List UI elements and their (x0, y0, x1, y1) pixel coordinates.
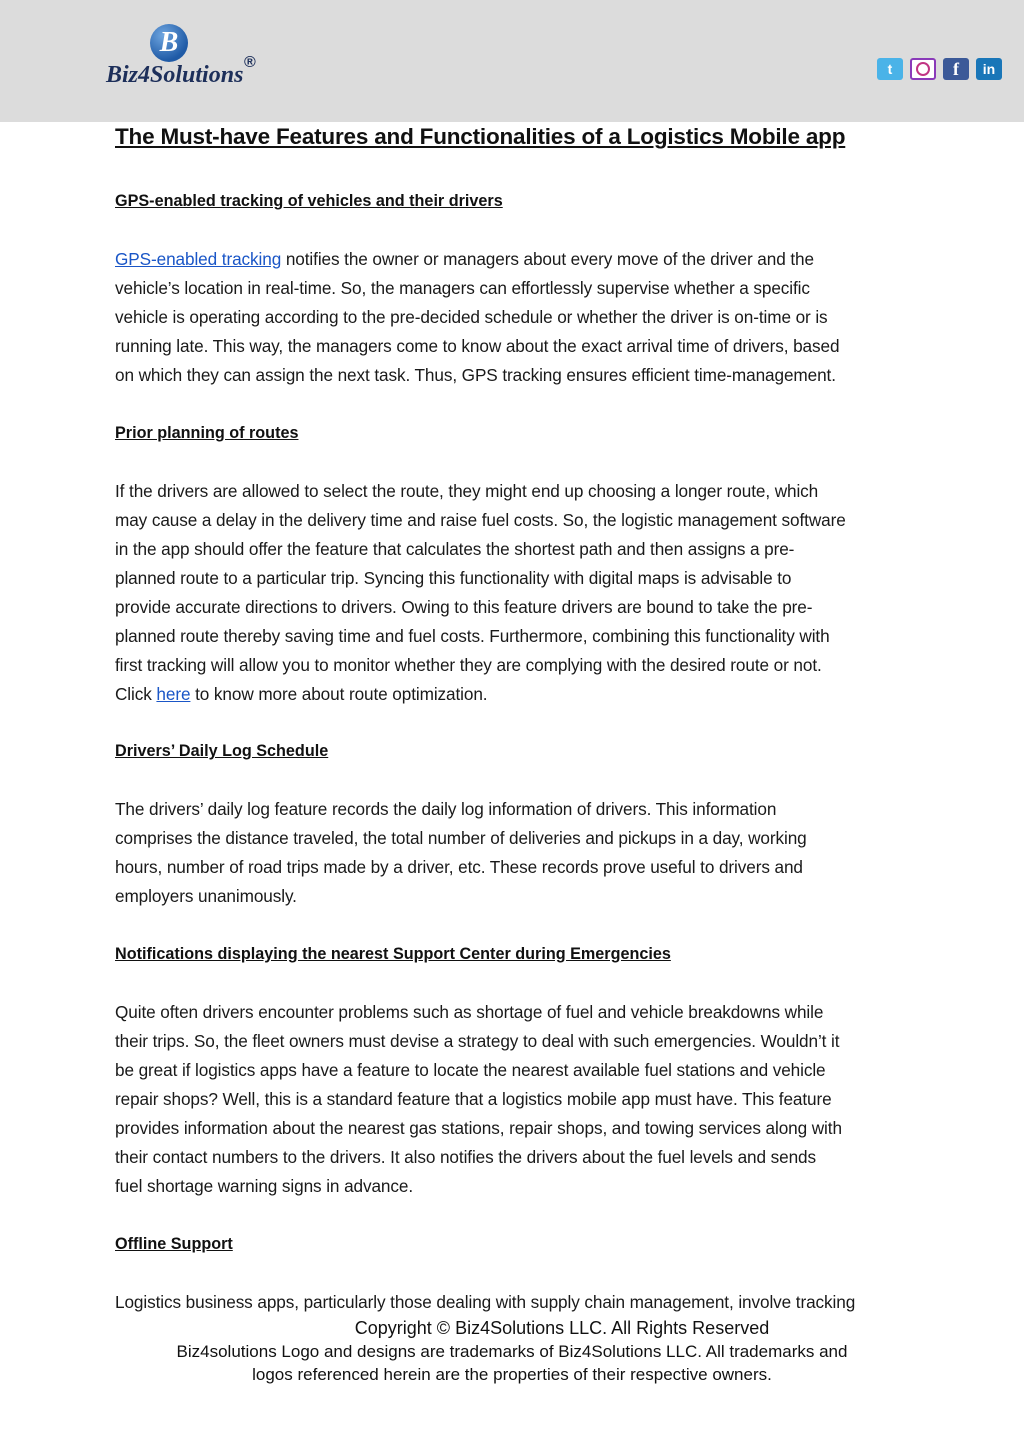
paragraph-line: running late. This way, the managers come to know about the exact arrival time of drivers, based (115, 336, 840, 356)
paragraph-line (115, 245, 945, 274)
paragraph-line: planned route thereby saving time and fuel costs. Furthermore, combining this functionality with (115, 626, 830, 646)
section-heading-notifications: Notifications displaying the nearest Support Center during Emergencies (115, 945, 671, 963)
trademark-line-2: logos referenced herein are the properties of their respective owners. (252, 1365, 772, 1384)
paragraph-line: vehicle is operating according to the pre-decided schedule or whether the driver is on-time or is (115, 307, 828, 327)
paragraph-line: Quite often drivers encounter problems such as shortage of fuel and vehicle breakdowns while (115, 1002, 824, 1022)
paragraph-line: provide accurate directions to drivers. Owing to this feature drivers are bound to take the pre- (115, 597, 813, 617)
instagram-icon[interactable] (910, 58, 936, 80)
paragraph-line: be great if logistics apps have a feature to locate the nearest available fuel stations and vehicle (115, 1060, 826, 1080)
paragraph-line: Logistics business apps, particularly those dealing with supply chain management, involve tracking (115, 1292, 856, 1312)
paragraph-line: provides information about the nearest gas stations, repair shops, and towing services along with (115, 1118, 842, 1138)
paragraph-line: their contact numbers to the drivers. It also notifies the drivers about the fuel levels and sends (115, 1147, 816, 1167)
registered-mark: ® (244, 54, 256, 71)
page-title: The Must-have Features and Functionalities of a Logistics Mobile app (115, 124, 846, 149)
route-optimization-link[interactable]: here (156, 684, 191, 704)
gps-tracking-link[interactable]: GPS-enabled tracking (115, 249, 282, 269)
paragraph-line (115, 680, 945, 709)
copyright-line: Copyright © Biz4Solutions LLC. All Rights Reserved (354, 1318, 770, 1338)
paragraph-line: fuel shortage warning signs in advance. (115, 1176, 414, 1196)
paragraph-line: comprises the distance traveled, the total number of deliveries and pickups in a day, working (115, 828, 807, 848)
biz4solutions-logo[interactable] (104, 22, 264, 94)
paragraph-line: in the app should offer the feature that calculates the shortest path and then assigns a pre- (115, 539, 795, 559)
section-heading-daily-log: Drivers’ Daily Log Schedule (115, 742, 329, 760)
paragraph-text: Click (115, 684, 157, 704)
paragraph-line: employers unanimously. (115, 886, 297, 906)
paragraph-text: to know more about route optimization. (190, 684, 488, 704)
instagram-lens-icon (916, 62, 930, 76)
logo-mark: B (150, 24, 188, 62)
social-links (877, 58, 1002, 80)
paragraph-line: first tracking will allow you to monitor whether they are complying with the desired route or not. (115, 655, 822, 675)
paragraph-line: their trips. So, the fleet owners must devise a strategy to deal with such emergencies. Wouldn’t it (115, 1031, 840, 1051)
section-heading-routes: Prior planning of routes (115, 424, 299, 442)
logo-text: Biz4Solutions (106, 62, 244, 88)
linkedin-icon[interactable]: in (976, 58, 1002, 80)
paragraph-line: planned route to a particular trip. Syncing this functionality with digital maps is advisable to (115, 568, 792, 588)
section-body-daily-log (115, 795, 945, 911)
paragraph-line: on which they can assign the next task. Thus, GPS tracking ensures efficient time-management. (115, 365, 836, 385)
section-body-routes (115, 477, 945, 709)
paragraph-line: The drivers’ daily log feature records the daily log information of drivers. This information (115, 799, 777, 819)
paragraph-line: vehicle’s location in real-time. So, the managers can effortlessly supervise whether a specific (115, 278, 810, 298)
twitter-icon[interactable]: t (877, 58, 903, 80)
paragraph-line: may cause a delay in the delivery time and raise fuel costs. So, the logistic management software (115, 510, 846, 530)
paragraph-text: notifies the owner or managers about every move of the driver and the (281, 249, 814, 269)
section-heading-gps: GPS-enabled tracking of vehicles and their drivers (115, 192, 503, 210)
page-header (0, 0, 1024, 122)
paragraph-line: repair shops? Well, this is a standard feature that a logistics mobile app must have. This feature (115, 1089, 832, 1109)
section-heading-offline: Offline Support (115, 1235, 233, 1253)
section-body-notifications (115, 998, 945, 1201)
section-body-offline (115, 1288, 945, 1317)
section-body-gps (115, 245, 945, 390)
paragraph-line: hours, number of road trips made by a driver, etc. These records prove useful to drivers and (115, 857, 803, 877)
paragraph-line: If the drivers are allowed to select the route, they might end up choosing a longer route, which (115, 481, 819, 501)
trademark-line: Biz4solutions Logo and designs are trademarks of Biz4Solutions LLC. All trademarks and (176, 1342, 848, 1361)
facebook-icon[interactable]: f (943, 58, 969, 80)
